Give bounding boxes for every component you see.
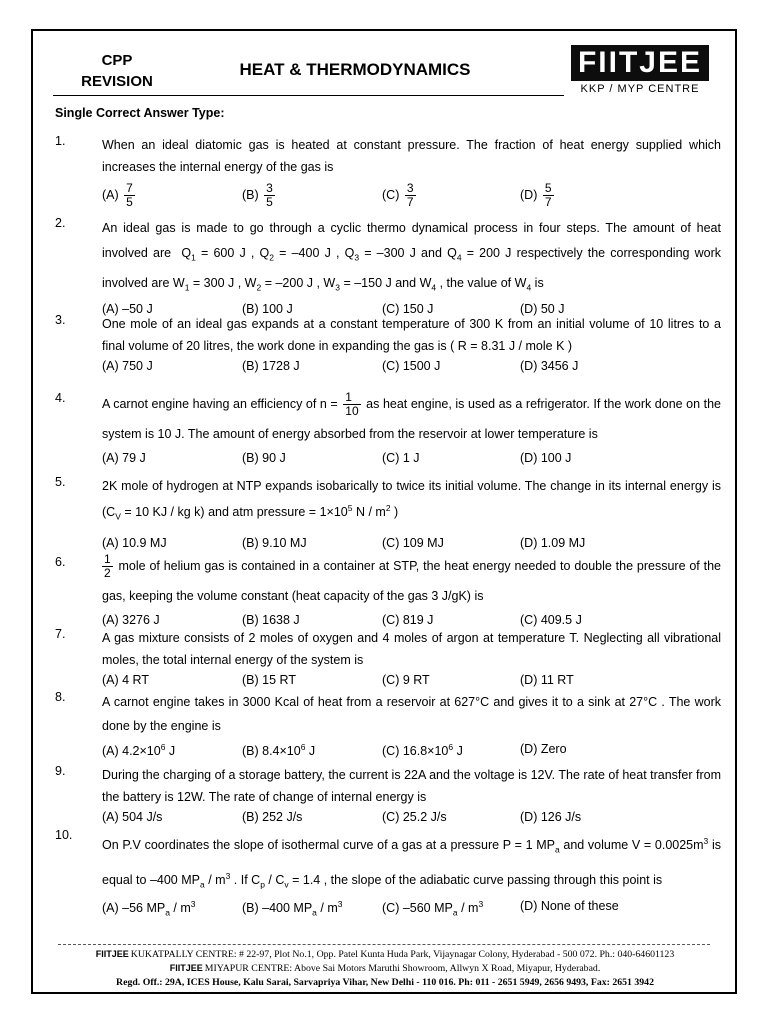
text-run: and (415, 246, 448, 260)
unit: J (305, 744, 316, 759)
text-run: = 200 J (461, 246, 512, 260)
question-number: 1. (55, 134, 66, 148)
question-7 (55, 627, 721, 693)
question-text (102, 389, 721, 449)
text-run: = 1.4 , the slope of the adiabatic curve passing through this point is (288, 872, 663, 887)
question-text: When an ideal diatomic gas is heated at constant pressure. The fraction of heat energy supplied which increases the internal energy of the gas is (102, 138, 721, 174)
option-label: (C) (382, 187, 400, 202)
fraction (102, 553, 113, 580)
subscript: 1 (184, 282, 190, 292)
numerator: 1 (343, 391, 360, 405)
question-5 (55, 475, 721, 556)
option-a: (A) –50 J (102, 302, 153, 316)
superscript: 6 (448, 742, 454, 752)
subscript: 3 (335, 282, 340, 292)
text-run: / m (204, 872, 226, 887)
option-c: (C) 9 RT (382, 673, 430, 687)
superscript: 6 (300, 742, 306, 752)
text-run: = –150 J (339, 275, 392, 290)
option-c: (C) 109 MJ (382, 535, 444, 550)
denominator: 5 (126, 195, 133, 209)
subscript: 3 (354, 252, 360, 263)
text-run: An ideal gas is made to go through a cyclic thermo dynamical process in four steps. The amount of heat involved are (102, 221, 721, 260)
fraction (264, 182, 275, 209)
option-b: (B) 15 RT (242, 673, 296, 687)
footer-line-2 (35, 962, 735, 975)
denominator: 5 (266, 195, 273, 209)
footer-text: Regd. Off.: 29A, ICES House, Kalu Sarai, Sarvapriya Vihar, New Delhi - 110 016. Ph: 011 - 2651 5949, 2656 9493, Fax: 2651 3942 (116, 977, 654, 988)
footer-text: KUKATPALLY CENTRE: # 22-97, Plot No.1, Opp. Patel Kunta Huda Park, Vijaynagar Colony, Hyderabad - 500 072. Ph.: 040-64601123 (130, 949, 675, 960)
header-rule (53, 95, 564, 96)
question-text: A gas mixture consists of 2 moles of oxygen and 4 moles of argon at temperature T. Neglecting all vibrational moles, the total internal energy of the system is (102, 631, 721, 667)
symbol: Q (254, 246, 270, 260)
option-c: (C) 819 J (382, 613, 434, 627)
fraction (124, 182, 135, 209)
numerator: 7 (126, 181, 133, 195)
question-number: 6. (55, 555, 66, 569)
text-run: = –300 J (359, 246, 416, 260)
question-10 (55, 828, 721, 919)
numerator: 3 (406, 181, 414, 195)
cpp-text: CPP (101, 52, 133, 69)
symbol: W (514, 275, 527, 290)
option-c: (C) 150 J (382, 302, 434, 316)
question-6 (55, 551, 721, 633)
text-run: ) (390, 505, 399, 520)
option-d: (D) 100 J (520, 451, 572, 465)
subscript: 4 (431, 282, 437, 292)
subscript: 4 (526, 282, 532, 292)
footer-line-3 (35, 976, 735, 989)
option-c: (C) 1 J (382, 451, 420, 465)
option-label: (D) (520, 187, 538, 202)
text-run: . If C (230, 872, 261, 887)
option-text: (C) 16.8×10 (382, 744, 449, 759)
options-row (102, 740, 721, 762)
option-d: (D) 3456 J (520, 359, 579, 373)
options-row (102, 357, 721, 379)
subscript: V (115, 511, 121, 522)
text-run: A carnot engine having an efficiency of n = (102, 397, 342, 411)
footer-logo: FIITJEE (169, 963, 203, 973)
section-title: Single Correct Answer Type: (55, 106, 225, 120)
option-a (102, 899, 196, 918)
option-label: (A) (102, 187, 119, 202)
text-run: and volume V = 0.0025m (559, 838, 704, 853)
options-row (102, 897, 721, 919)
fraction (343, 391, 360, 418)
text-run: 2K mole of hydrogen at NTP expands isobarically to twice its initial volume. The change in its internal energy is (C (102, 479, 721, 520)
option-b (242, 899, 342, 918)
centre-label: KKP / MYP CENTRE (580, 83, 700, 95)
superscript: 5 (347, 503, 353, 513)
unit: J (453, 744, 463, 759)
text-run: N / m (352, 505, 386, 520)
superscript: 3 (225, 870, 231, 881)
text-run: is (531, 275, 544, 290)
symbol: Q (339, 246, 355, 260)
question-number: 2. (55, 216, 66, 230)
question-number: 8. (55, 690, 66, 704)
symbol: W (319, 275, 336, 290)
unit: / m (316, 901, 338, 916)
option-text: (B) 8.4×10 (242, 744, 301, 759)
page-title: HEAT & THERMODYNAMICS (239, 60, 471, 79)
option-b: (B) 9.10 MJ (242, 535, 307, 550)
text-run: = 300 J , (189, 275, 242, 290)
denominator: 7 (544, 195, 552, 209)
option-c (382, 899, 483, 918)
question-number: 3. (55, 313, 66, 327)
text-run: and (391, 275, 420, 290)
question-text (102, 828, 721, 897)
option-c: (C) 25.2 J/s (382, 810, 447, 824)
option-label: (B) (242, 187, 259, 202)
question-number: 9. (55, 764, 66, 778)
symbol: Q (181, 246, 192, 260)
option-text: (A) –56 MP (102, 901, 166, 916)
text-run: as heat engine, is used as a refrigerator. If the work done on the system is 10 J. The amount of energy absorbed from the reservoir at lower temperature is (102, 397, 721, 441)
text-run: respectively the corresponding work involved are (102, 246, 722, 290)
superscript: 3 (337, 899, 343, 910)
denominator: 7 (406, 195, 414, 209)
option-a: (A) 750 J (102, 359, 153, 373)
unit: / m (169, 901, 191, 916)
option-d: (D) Zero (520, 742, 567, 756)
superscript: 3 (703, 836, 709, 846)
option-b (242, 182, 277, 209)
option-c: (C) 1500 J (382, 359, 441, 373)
denominator: 10 (345, 404, 359, 419)
options-row (102, 449, 721, 471)
symbol: W (172, 275, 185, 290)
superscript: 6 (160, 742, 166, 752)
question-9 (55, 764, 721, 830)
question-number: 10. (55, 828, 73, 842)
revision-text: REVISION (81, 73, 153, 90)
numerator: 5 (544, 181, 552, 195)
cpp-revision-label (72, 50, 162, 92)
option-a (102, 182, 137, 209)
option-b: (B) 1728 J (242, 359, 300, 373)
text-run: = –200 J , (261, 275, 320, 290)
option-a: (A) 79 J (102, 451, 146, 465)
option-a: (A) 3276 J (102, 613, 160, 627)
symbol: Q (447, 246, 457, 260)
option-b (242, 742, 315, 758)
fiitjee-logo: FIITJEE (571, 45, 709, 81)
option-d (520, 182, 556, 209)
subscript: a (312, 907, 317, 918)
option-b: (B) 90 J (242, 451, 286, 465)
fraction (543, 182, 554, 209)
text-run: On P.V coordinates the slope of isothermal curve of a gas at a pressure P = 1 MP (102, 838, 555, 853)
option-c (382, 742, 463, 758)
subscript: 2 (256, 282, 262, 292)
subscript: a (200, 879, 205, 890)
fraction (405, 182, 416, 209)
question-text: A carnot engine takes in 3000 Kcal of heat from a reservoir at 627°C and gives it to a sink at 27°C . The work done by the engine is (102, 695, 721, 733)
denominator: 2 (104, 566, 111, 581)
footer-logo: FIITJEE (95, 949, 129, 959)
question-text (102, 216, 721, 300)
question-4 (55, 389, 721, 471)
options-row (102, 808, 721, 830)
text-run: is equal to –400 MP (102, 838, 721, 887)
question-text: One mole of an ideal gas expands at a constant temperature of 300 K from an initial volume of 10 litres to a final volume of 20 litres, the work done in expanding the gas is ( R = 8.31 J / mole K ) (102, 317, 721, 353)
options-row (102, 178, 721, 212)
subscript: p (260, 879, 265, 890)
subscript: a (452, 907, 458, 918)
option-text: (B) –400 MP (242, 901, 313, 916)
option-a: (A) 10.9 MJ (102, 535, 167, 550)
option-a: (A) 504 J/s (102, 810, 163, 824)
symbol: W (419, 275, 432, 290)
question-number: 7. (55, 627, 66, 641)
question-8 (55, 690, 721, 762)
option-text: (A) 4.2×10 (102, 744, 161, 759)
numerator: 1 (104, 552, 111, 567)
text-run: / C (264, 872, 285, 887)
footer-text: MIYAPUR CENTRE: Above Sai Motors Maruthi Showroom, Allwyn X Road, Miyapur, Hyderabad. (204, 963, 601, 974)
text-run: mole of helium gas is contained in a container at STP, the heat energy needed to double the pressure of the gas, keeping the volume constant (heat capacity of the gas 3 J/gK) is (102, 559, 721, 603)
option-b: (B) 1638 J (242, 613, 300, 627)
option-d: (D) 1.09 MJ (520, 535, 586, 550)
option-c (382, 182, 418, 209)
superscript: 3 (478, 899, 484, 910)
text-run: = 600 J , (195, 246, 255, 260)
symbol: W (241, 275, 257, 290)
option-a: (A) 4 RT (102, 673, 149, 687)
subscript: 4 (456, 252, 462, 263)
option-d: (C) 409.5 J (520, 613, 582, 627)
text-run: = 10 KJ / kg k) and atm pressure = 1×10 (120, 505, 348, 520)
superscript: 2 (385, 503, 391, 513)
footer-rule (58, 944, 710, 945)
question-2 (55, 216, 721, 322)
subscript: a (554, 844, 560, 855)
question-1 (55, 134, 721, 212)
question-3 (55, 313, 721, 379)
subscript: 2 (269, 252, 274, 263)
question-text: During the charging of a storage battery, the current is 22A and the voltage is 12V. The rate of heat transfer from the battery is 12W. The rate of change of internal energy is (102, 768, 721, 804)
footer-line-1 (35, 948, 735, 961)
option-text: (C) –560 MP (382, 901, 453, 916)
option-d: (D) 11 RT (520, 673, 574, 687)
option-d: (D) 50 J (520, 302, 565, 316)
unit: J (165, 744, 176, 759)
text-run: , the value of (436, 275, 515, 290)
question-number: 4. (55, 391, 66, 405)
text-run: = –400 J , (274, 246, 340, 260)
option-b: (B) 252 J/s (242, 810, 303, 824)
option-b: (B) 100 J (242, 302, 293, 316)
unit: / m (457, 901, 479, 916)
subscript: v (284, 879, 289, 890)
option-d: (D) 126 J/s (520, 810, 582, 824)
numerator: 3 (266, 181, 273, 195)
subscript: a (165, 907, 170, 918)
question-number: 5. (55, 475, 66, 489)
option-d: (D) None of these (520, 899, 619, 914)
question-text (102, 475, 721, 528)
question-text (102, 551, 721, 611)
subscript: 1 (191, 252, 196, 263)
option-a (102, 742, 175, 758)
superscript: 3 (190, 899, 196, 910)
